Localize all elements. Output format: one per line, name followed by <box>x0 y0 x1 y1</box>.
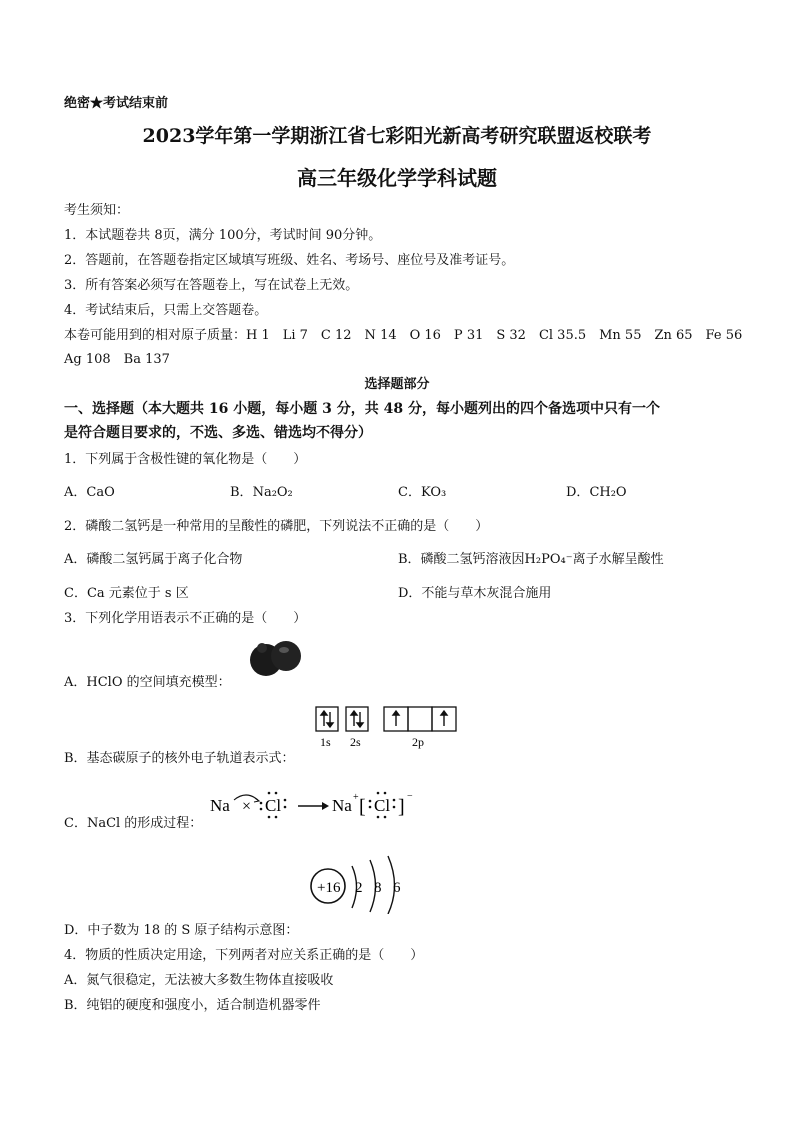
option-d: D．中子数为 18 的 S 原子结构示意图： <box>64 923 299 938</box>
sulfur-atom-structure-diagram <box>308 852 412 914</box>
question-stem: 3．下列化学用语表示不正确的是（ ） <box>64 611 307 626</box>
orbital-label-2p: 2p <box>412 735 424 749</box>
option-d <box>566 481 627 500</box>
svg-text:Cl: Cl <box>265 796 282 815</box>
svg-text:Cl: Cl <box>374 796 391 815</box>
formula: CH₂O <box>589 485 627 500</box>
notice-item: 4．考试结束后，只需上交答题卷。 <box>64 303 268 318</box>
option-c <box>398 481 446 500</box>
svg-text:Na: Na <box>332 796 352 815</box>
option-c: C．NaCl 的形成过程： <box>64 816 203 831</box>
secret-label: 绝密★考试结束前 <box>64 96 169 111</box>
atomic-mass-line: 本卷可能用到的相对原子质量：H 1 Li 7 C 12 N 14 O 16 P 31 S 32 Cl 35.5 Mn 55 Zn 65 Fe 56 <box>64 328 743 343</box>
shell-electrons: 2 <box>355 880 363 896</box>
notice-item: 2．答题前，在答题卷指定区域填写班级、姓名、考场号、座位号及准考证号。 <box>64 253 515 268</box>
question-stem: 4．物质的性质决定用途，下列两者对应关系正确的是（ ） <box>64 948 424 963</box>
svg-text:]: ] <box>398 796 405 818</box>
notice-heading: 考生须知： <box>64 203 130 218</box>
part-instructions: 一、选择题（本大题共 16 小题，每小题 3 分，共 48 分，每小题列出的四个备选项中只有一个 <box>64 401 660 417</box>
notice-item: 1．本试题卷共 8页，满分 100分，考试时间 90分钟。 <box>64 228 382 243</box>
option-c: C．Ca 元素位于 s 区 <box>64 586 189 601</box>
exam-title: 2023学年第一学期浙江省七彩阳光新高考研究联盟返校联考 <box>142 125 652 147</box>
question-stem: 1．下列属于含极性键的氧化物是（ ） <box>64 452 307 467</box>
option-b <box>230 481 293 500</box>
formula: KO₃ <box>420 485 447 500</box>
orbital-label-2s: 2s <box>350 735 361 749</box>
option-b: B．磷酸二氢钙溶液因H₂PO₄⁻离子水解呈酸性 <box>398 552 664 567</box>
option-a: A．磷酸二氢钙属于离子化合物 <box>64 552 243 567</box>
option-b: B．基态碳原子的核外电子轨道表示式： <box>64 751 295 766</box>
section-title: 选择题部分 <box>364 377 430 392</box>
svg-text:Na: Na <box>210 796 230 815</box>
option-label: C． <box>398 485 421 500</box>
exam-subtitle: 高三年级化学学科试题 <box>297 166 497 190</box>
nucleus-charge: +16 <box>317 880 341 896</box>
svg-text:×: × <box>242 798 252 815</box>
formula: Na₂O₂ <box>252 485 293 500</box>
option-a: A．氮气很稳定，无法被大多数生物体直接吸收 <box>64 973 334 988</box>
option-d: D．不能与草木灰混合施用 <box>398 586 552 601</box>
shell-electrons: 8 <box>374 880 382 896</box>
atomic-mass-line: Ag 108 Ba 137 <box>64 352 170 367</box>
hclo-space-filling-model-icon <box>244 638 308 678</box>
option-label: D． <box>566 485 590 500</box>
svg-text:+: + <box>353 792 359 803</box>
option-label: B． <box>230 485 253 500</box>
orbital-diagram <box>312 704 462 750</box>
shell-electrons: 6 <box>393 880 401 896</box>
part-instructions: 是符合题目要求的，不选、多选、错选均不得分） <box>64 425 372 441</box>
question-stem: 2．磷酸二氢钙是一种常用的呈酸性的磷肥，下列说法不正确的是（ ） <box>64 519 489 534</box>
orbital-label-1s: 1s <box>320 735 331 749</box>
nacl-formation-diagram <box>208 786 418 826</box>
option-a: A．HClO 的空间填充模型： <box>64 675 231 690</box>
option-b: B．纯铝的硬度和强度小，适合制造机器零件 <box>64 998 321 1013</box>
option-a: A．CaO <box>64 485 115 500</box>
svg-text:−: − <box>407 791 413 802</box>
notice-item: 3．所有答案必须写在答题卷上，写在试卷上无效。 <box>64 278 359 293</box>
svg-text:[: [ <box>359 796 366 818</box>
